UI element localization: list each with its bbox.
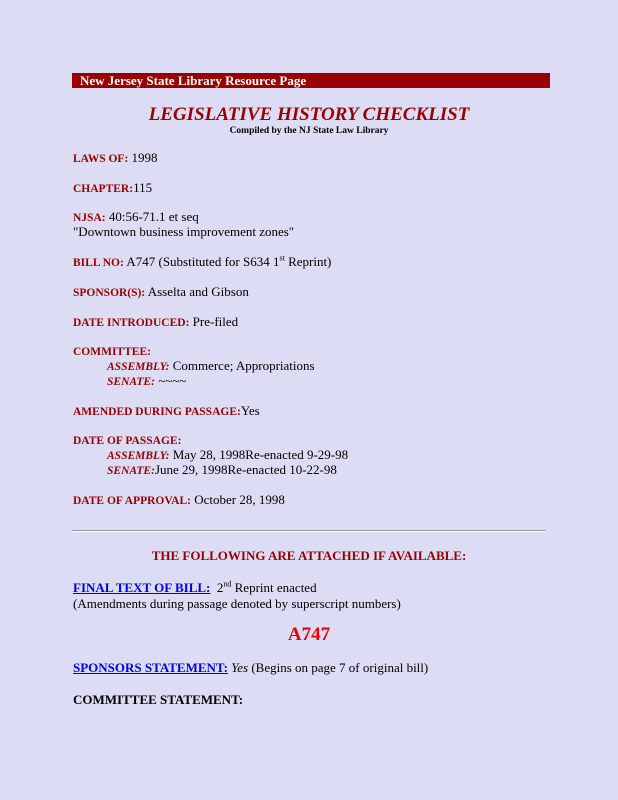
committee-senate-row — [107, 373, 186, 389]
date-of-approval-value: October 28, 1998 — [191, 492, 285, 507]
chapter-value: 115 — [133, 180, 153, 195]
committee-assembly-value: Commerce; Appropriations — [169, 358, 315, 373]
resource-page-banner: New Jersey State Library Resource Page — [72, 73, 550, 88]
njsa-value: 40:56-71.1 et seq — [105, 209, 199, 224]
committee-senate-label: SENATE: — [107, 376, 155, 388]
bill-number-heading: A747 — [287, 624, 331, 645]
sponsors-row — [73, 284, 249, 300]
final-text-note: (Amendments during passage denoted by superscript numbers) — [73, 596, 401, 611]
bill-no-superscript: st — [279, 253, 285, 263]
passage-senate-value: June 29, 1998Re-enacted 10-22-98 — [154, 462, 337, 477]
committee-assembly-row — [107, 358, 315, 374]
final-text-value-post: Reprint enacted — [231, 580, 317, 595]
passage-senate-label: SENATE: — [107, 465, 155, 477]
date-of-passage-label: DATE OF PASSAGE: — [73, 435, 182, 447]
sponsors-value: Asselta and Gibson — [145, 284, 249, 299]
date-introduced-label: DATE INTRODUCED: — [73, 317, 190, 329]
committee-statement-label: COMMITTEE STATEMENT: — [73, 692, 244, 707]
final-text-superscript: nd — [223, 579, 232, 589]
page-subtitle: Compiled by the NJ State Law Library — [229, 126, 389, 136]
chapter-label: CHAPTER: — [73, 183, 134, 195]
amended-row — [73, 403, 260, 419]
date-introduced-row — [73, 314, 238, 330]
bill-no-label: BILL NO: — [73, 257, 124, 269]
chapter-row — [73, 180, 152, 196]
committee-row — [73, 343, 151, 359]
committee-senate-value: ~~~~ — [154, 373, 187, 388]
attached-heading: THE FOLLOWING ARE ATTACHED IF AVAILABLE: — [151, 548, 467, 563]
final-text-row — [73, 580, 317, 596]
sponsors-statement-link[interactable]: SPONSORS STATEMENT: — [73, 660, 228, 675]
bill-no-value-end: Reprint) — [284, 254, 332, 269]
final-text-value: 2 — [210, 580, 224, 595]
passage-senate-row — [107, 462, 337, 478]
sponsors-label: SPONSOR(S): — [73, 287, 146, 299]
passage-assembly-value: May 28, 1998Re-enacted 9-29-98 — [169, 447, 349, 462]
final-text-link[interactable]: FINAL TEXT OF BILL: — [73, 580, 211, 595]
njsa-label: NJSA: — [73, 212, 106, 224]
amended-label: AMENDED DURING PASSAGE: — [73, 406, 241, 418]
bill-no-row — [73, 254, 331, 270]
sponsors-statement-row — [73, 660, 428, 676]
committee-assembly-label: ASSEMBLY: — [107, 361, 170, 373]
laws-of-value: 1998 — [128, 150, 158, 165]
amended-value: Yes — [240, 403, 260, 418]
passage-assembly-label: ASSEMBLY: — [107, 450, 170, 462]
page-title: LEGISLATIVE HISTORY CHECKLIST — [148, 104, 470, 125]
section-divider — [72, 530, 546, 532]
committee-label: COMMITTEE: — [73, 346, 151, 358]
sponsors-statement-value: (Begins on page 7 of original bill) — [248, 660, 429, 675]
date-of-passage-row — [73, 432, 181, 448]
njsa-row — [73, 209, 199, 225]
bill-no-value: A747 (Substituted for S634 1 — [123, 254, 280, 269]
laws-of-row — [73, 150, 158, 166]
date-of-approval-label: DATE OF APPROVAL: — [73, 495, 191, 507]
passage-assembly-row — [107, 447, 348, 463]
laws-of-label: LAWS OF: — [73, 153, 129, 165]
date-introduced-value: Pre-filed — [189, 314, 239, 329]
sponsors-statement-yes: Yes — [227, 660, 249, 675]
njsa-description: "Downtown business improvement zones" — [73, 224, 295, 239]
date-of-approval-row — [73, 492, 285, 508]
